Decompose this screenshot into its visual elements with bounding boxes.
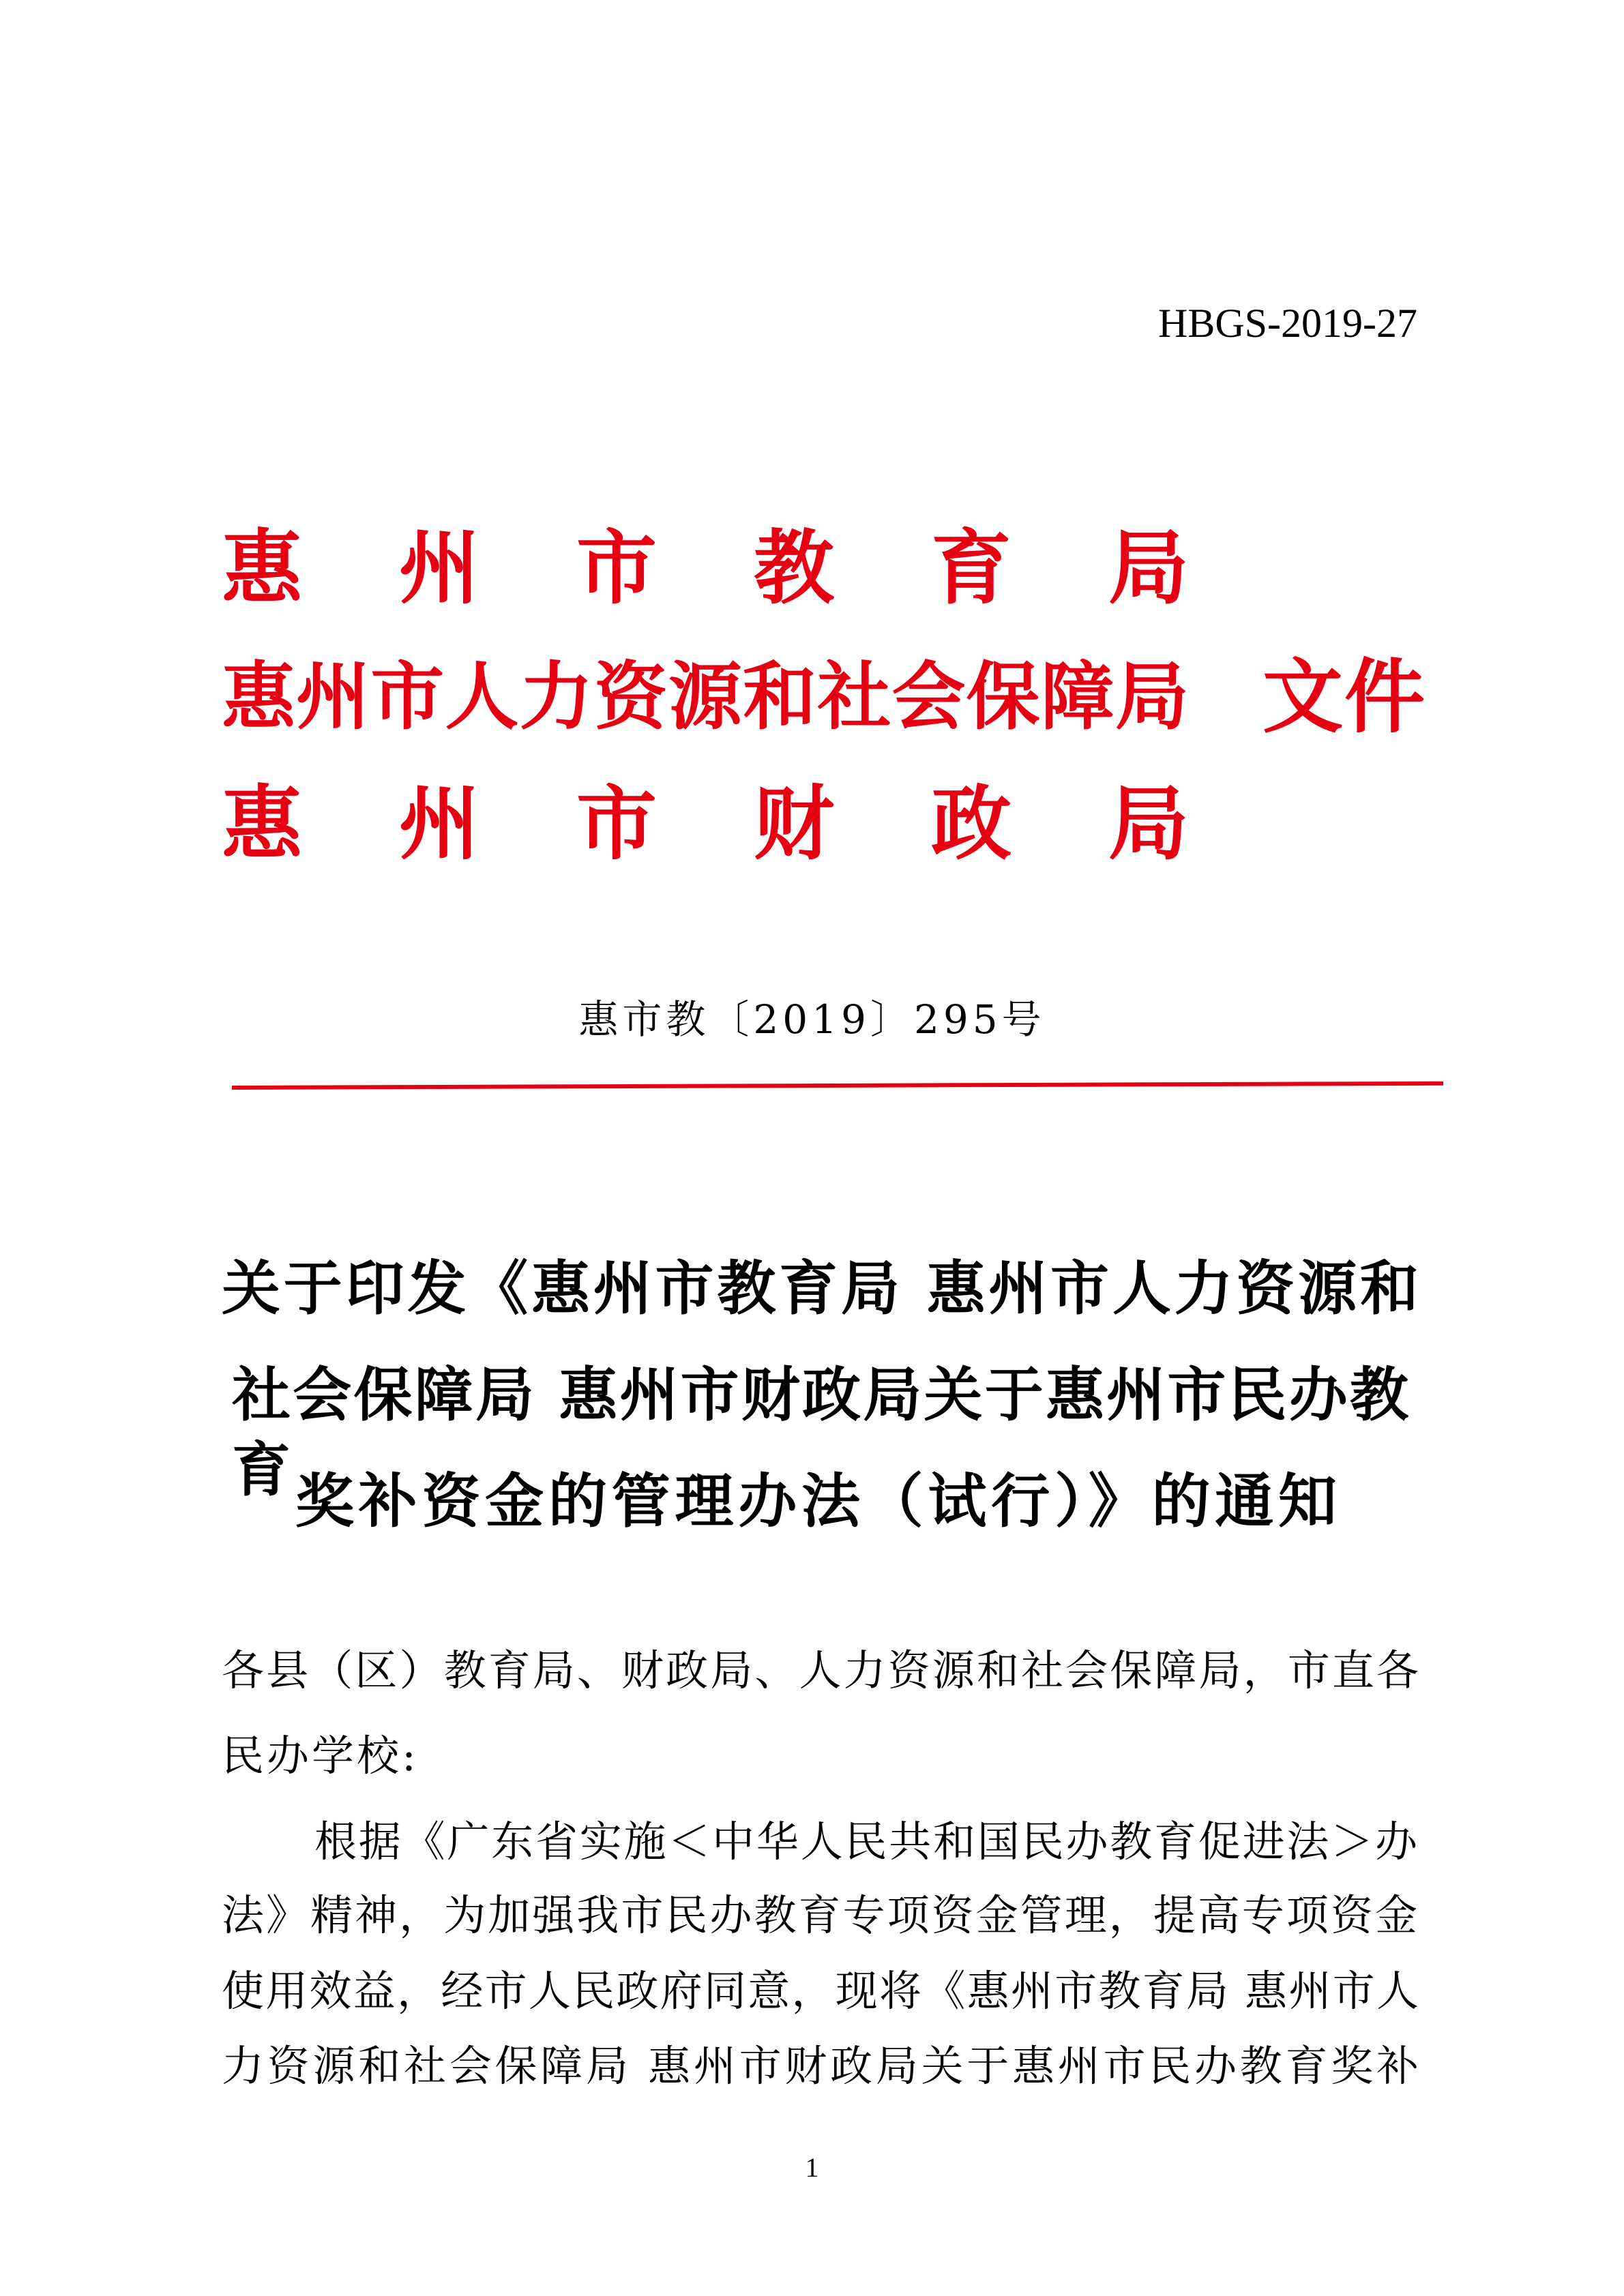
header-char: 市: [576, 520, 657, 615]
header-char: 市: [576, 776, 657, 871]
header-char: 州: [398, 776, 479, 871]
red-divider: [232, 1082, 1443, 1090]
header-char: 州: [398, 520, 479, 615]
title-line: 社会保障局 惠州市财政局关于惠州市民办教育: [232, 1360, 1408, 1504]
header-issuer-hrss: 惠州市人力资源和社会保障局: [222, 654, 1189, 740]
header-issuer-education: [222, 520, 1189, 616]
header-char: 惠: [222, 776, 303, 871]
title-line: 奖补资金的管理办法（试行）》的通知: [295, 1467, 1337, 1536]
title-line: 关于印发《惠州市教育局 惠州市人力资源和: [222, 1254, 1419, 1323]
body-line: 各县（区）教育局、财政局、人力资源和社会保障局，市直各: [222, 1645, 1419, 1695]
header-document-label: 文件: [1263, 649, 1425, 744]
body-line: 使用效益，经市人民政府同意，现将《惠州市教育局 惠州市人: [222, 1966, 1419, 2016]
body-line: 民办学校:: [222, 1731, 419, 1780]
body-line: 力资源和社会保障局 惠州市财政局关于惠州市民办教育奖补: [222, 2041, 1419, 2091]
header-char: 局: [1108, 776, 1189, 871]
header-char: 育: [930, 520, 1012, 615]
document-number: 惠市教〔2019〕295号: [578, 996, 1046, 1043]
header-char: 教: [753, 520, 834, 615]
header-issuer-finance: [222, 776, 1189, 871]
header-char: 财: [753, 776, 834, 871]
header-char: 局: [1108, 520, 1189, 615]
page-number: 1: [805, 2152, 819, 2183]
header-char: 政: [930, 776, 1012, 871]
body-line: 根据《广东省实施＜中华人民共和国民办教育促进法＞办: [314, 1817, 1417, 1866]
header-char: 惠: [222, 520, 303, 615]
body-line: 法》精神，为加强我市民办教育专项资金管理，提高专项资金: [222, 1890, 1417, 1940]
document-code: HBGS-2019-27: [1157, 301, 1417, 346]
